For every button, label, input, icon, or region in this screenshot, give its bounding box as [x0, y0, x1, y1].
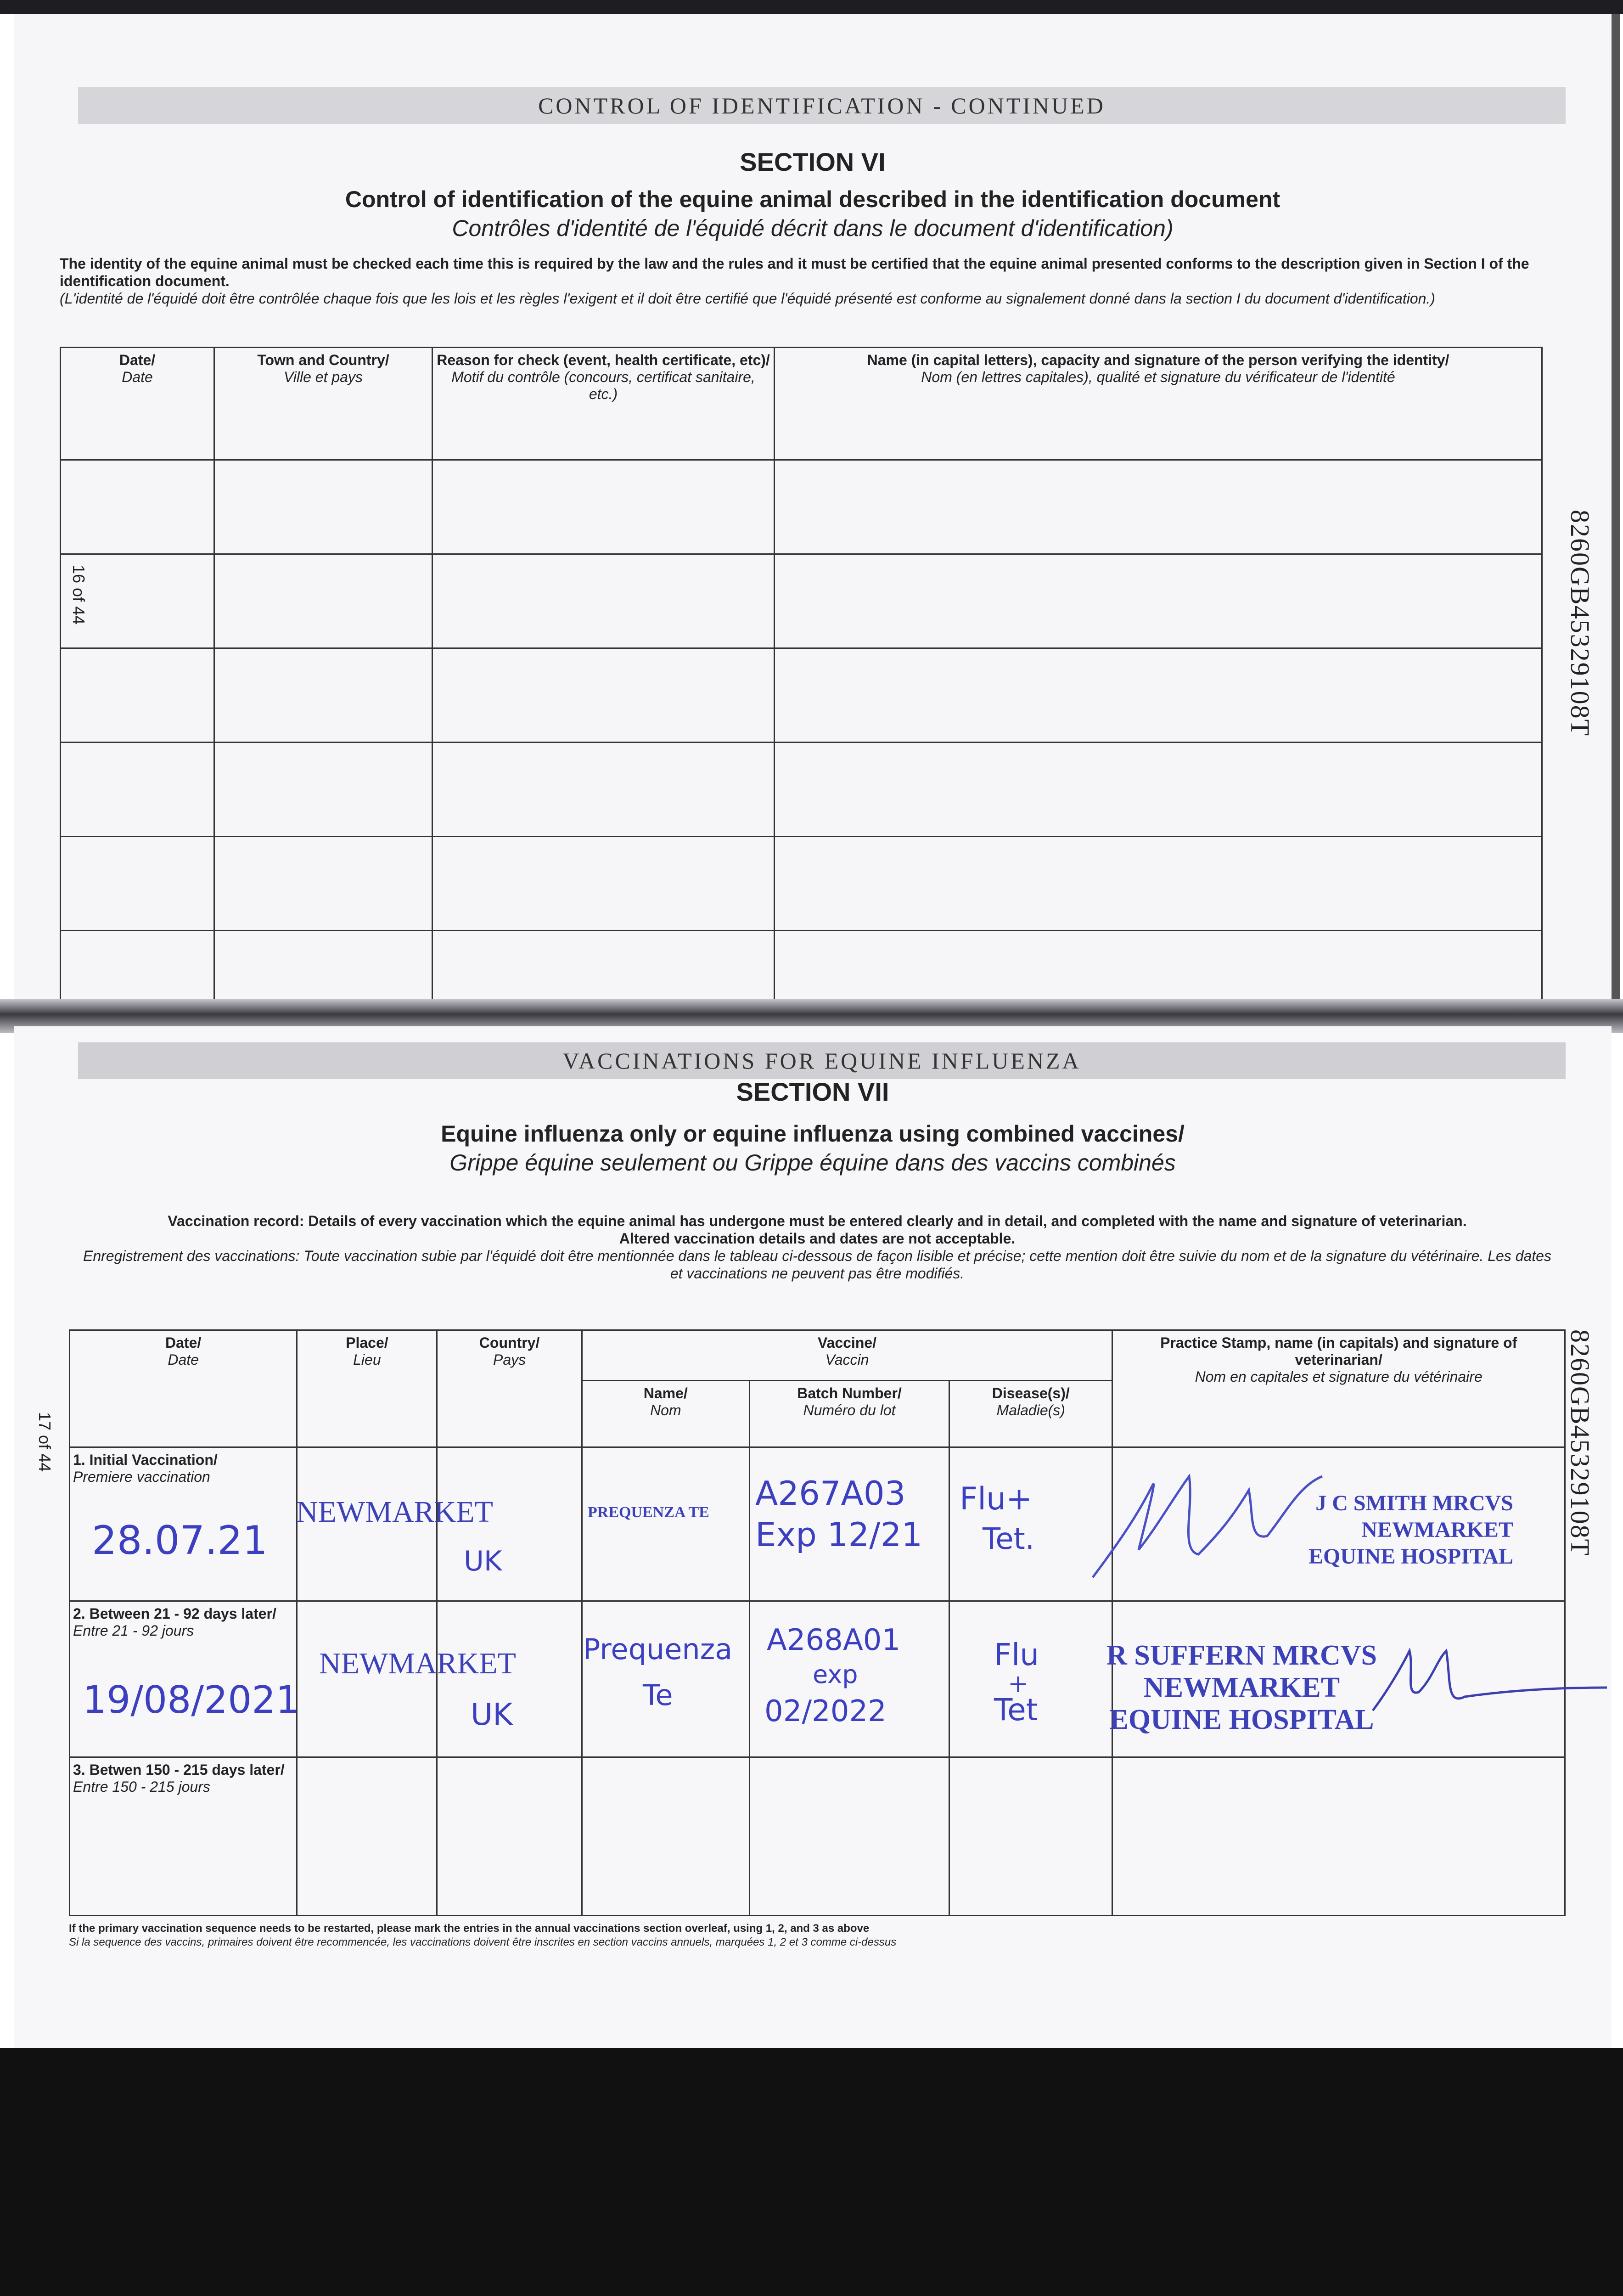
- top-page: [14, 14, 1620, 1013]
- handwritten-expiry: Exp 12/21: [755, 1515, 923, 1554]
- col-disease: Disease(s)/ Maladie(s): [949, 1381, 1112, 1447]
- col-vaccine-name: Name/ Nom: [582, 1381, 749, 1447]
- handwritten-expiry: exp: [813, 1660, 858, 1689]
- col-town: Town and Country/ Ville et pays: [214, 348, 432, 460]
- col-place: Place/ Lieu: [297, 1330, 437, 1447]
- handwritten-country: UK: [471, 1697, 513, 1732]
- intro-text: Vaccination record: Details of every vaccination which the equine animal has undergone must be entered clearly and in detail, and completed with the name and signature of veterinarian. Altered vaccination details and dates are not acceptable. Enregistrement des vaccinations: Toute vaccination subie par l'équidé doit être mentionnée dans le tableau ci-dessous de façon lisible et précise; cette mention doit être suivie du nom et de la signature du vétérinaire. Les dates et vaccinations ne peuvent pas être modifiés.: [83, 1213, 1551, 1282]
- col-country: Country/ Pays: [437, 1330, 582, 1447]
- handwritten-batch: A268A01: [767, 1623, 901, 1657]
- document-id: 8260GB45329108T: [1565, 510, 1595, 737]
- table-row: [61, 460, 1542, 554]
- page-number: 17 of 44: [35, 1412, 54, 1472]
- identity-check-table: [60, 347, 1543, 1023]
- table-row: 3. Betwen 150 - 215 days later/ Entre 150 - 215 jours: [70, 1757, 1565, 1916]
- vet-stamp: J C SMITH MRCVS NEWMARKET EQUINE HOSPITAL: [1309, 1491, 1513, 1569]
- stamp-place: NEWMARKET: [296, 1495, 493, 1529]
- intro-text-fr: (L'identité de l'équidé doit être contrôlée chaque fois que les lois et les règles l'exigent et il doit être certifié que l'équidé présenté est conforme au signalement donné dans la section I du document d'identification.): [60, 290, 1435, 307]
- handwritten-disease: +: [1008, 1669, 1029, 1698]
- handwritten-disease: Flu+: [960, 1481, 1033, 1517]
- handwritten-date: 19/08/2021: [83, 1678, 300, 1722]
- table-row: 2. Between 21 - 92 days later/ Entre 21 - 92 jours: [70, 1601, 1565, 1757]
- handwritten-batch: A267A03: [755, 1474, 906, 1513]
- handwritten-expiry: 02/2022: [764, 1694, 887, 1728]
- intro-text: [60, 255, 1543, 307]
- section-banner: VACCINATIONS FOR EQUINE INFLUENZA: [78, 1042, 1566, 1079]
- col-vaccine: Vaccine/ Vaccin: [582, 1330, 1112, 1381]
- section-subtitle-fr: Grippe équine seulement ou Grippe équine dans des vaccins combinés: [449, 1150, 1176, 1176]
- col-date: Date/ Date: [61, 348, 214, 460]
- signature-icon: [1368, 1642, 1616, 1724]
- stamp-place: NEWMARKET: [319, 1647, 516, 1680]
- table-row: [61, 648, 1542, 743]
- handwritten-disease: Tet.: [983, 1522, 1035, 1556]
- table-row: 1. Initial Vaccination/ Premiere vaccination: [70, 1447, 1565, 1601]
- section-subtitle: Control of identification of the equine animal described in the identification document: [345, 186, 1280, 212]
- col-verifier: Name (in capital letters), capacity and signature of the person verifying the identity/ Nom (en lettres capitales), qualité et signature du vérificateur de l'identité: [775, 348, 1542, 460]
- section-subtitle: Equine influenza only or equine influenza using combined vaccines/: [441, 1121, 1185, 1147]
- section-title: SECTION VI: [740, 147, 886, 176]
- section-subtitle-fr: Contrôles d'identité de l'équidé décrit dans le document d'identification): [452, 215, 1174, 241]
- section-banner: CONTROL OF IDENTIFICATION - CONTINUED: [78, 87, 1566, 124]
- bottom-page: [14, 1026, 1612, 2048]
- handwritten-vaccine-name: Te: [643, 1678, 673, 1712]
- handwritten-vaccine-name: Prequenza: [583, 1632, 733, 1666]
- vet-stamp: R SUFFERN MRCVS NEWMARKET EQUINE HOSPITAL: [1106, 1640, 1377, 1735]
- col-reason: Reason for check (event, health certificate, etc)/ Motif du contrôle (concours, certificat sanitaire, etc.): [432, 348, 775, 460]
- intro-text-en: The identity of the equine animal must be checked each time this is required by the law and the rules and it must be certified that the equine animal presented conforms to the description given in Section I of the identification document.: [60, 255, 1529, 289]
- vaccination-table: [69, 1329, 1566, 1916]
- scan-background: [0, 2048, 1623, 2296]
- table-row: [61, 837, 1542, 931]
- signature-icon: [1084, 1458, 1341, 1596]
- handwritten-country: UK: [464, 1545, 502, 1577]
- handwritten-date: 28.07.21: [92, 1518, 268, 1564]
- table-row: [61, 554, 1542, 648]
- col-batch: Batch Number/ Numéro du lot: [749, 1381, 949, 1447]
- footnote: If the primary vaccination sequence needs to be restarted, please mark the entries in the annual vaccinations section overleaf, using 1, 2, and 3 as above Si la sequence des vaccins, primaires doivent être recommencée, les vaccinations doivent être inscrites en section vaccins annuels, marquées 1, 2 et 3 comme ci-dessus: [69, 1922, 897, 1948]
- table-row: [61, 743, 1542, 837]
- stamp-vaccine-name: PREQUENZA TE: [588, 1504, 709, 1521]
- page-edge: [0, 0, 1623, 14]
- col-vet-stamp: Practice Stamp, name (in capitals) and signature of veterinarian/ Nom en capitales et signature du vétérinaire: [1112, 1330, 1565, 1447]
- page-number: 16 of 44: [69, 565, 88, 625]
- section-title: SECTION VII: [736, 1077, 889, 1106]
- handwritten-disease: Tet: [994, 1692, 1038, 1728]
- handwritten-disease: Flu: [994, 1637, 1039, 1672]
- document-id: 8260GB45329108T: [1565, 1329, 1595, 1556]
- col-date: Date/ Date: [70, 1330, 297, 1447]
